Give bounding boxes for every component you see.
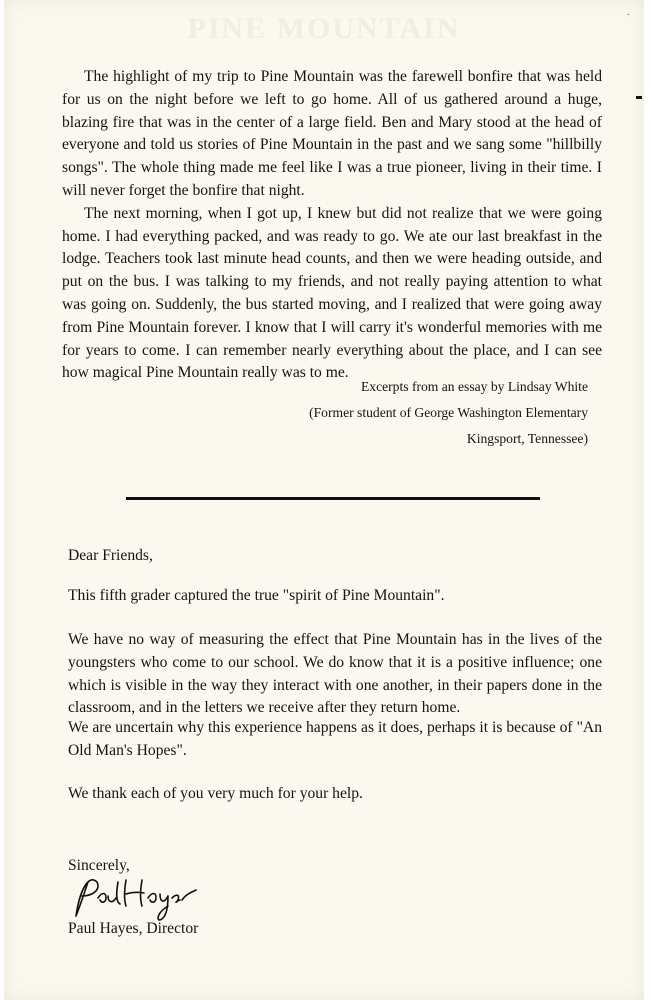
attribution-line-1: Excerpts from an essay by Lindsay White: [360, 379, 588, 394]
handwritten-signature: [68, 876, 198, 922]
letter-greeting: Dear Friends,: [68, 547, 153, 564]
edge-tick-mark: [636, 96, 642, 99]
letter-page: [4, 0, 644, 1000]
signer-name-title: Paul Hayes, Director: [68, 920, 199, 937]
letter-paragraph-3: We are uncertain why this experience happens as it does, perhaps it is because of "An Old Man's Hopes".: [68, 719, 602, 759]
attribution-line-3: Kingsport, Tennessee): [466, 431, 588, 446]
faded-header-watermark: PINE MOUNTAIN: [187, 12, 461, 45]
essay-paragraph-1: The highlight of my trip to Pine Mountain was the farewell bonfire that was held for us on the night before we left to go home. All of us gathered around a huge, blazing fire that was in the center of a large field. Ben and Mary stood at the head of everyone and told us stories of Pine Mountain in the past and we sang some "hillbilly songs". The whole thing made me feel like I was a true pioneer, living in their time. I will never forget the bonfire that night.: [62, 68, 602, 199]
corner-mark: ·: [626, 10, 630, 21]
letter-paragraph-2: We have no way of measuring the effect that Pine Mountain has in the lives of the youngsters who come to our school. We do know that it is a positive influence; one which is visible in the way they interact with one another, in their papers done in the classroom, and in the letters we receive after they return home.: [68, 631, 602, 717]
essay-paragraph-2: The next morning, when I got up, I knew but did not realize that we were going home. I had everything packed, and was ready to go. We ate our last breakfast in the lodge. Teachers took last minute head counts, and then we were heading outside, and put on the bus. I was talking to my friends, and not really paying attention to what was going on. Suddenly, the bus started moving, and I realized that were going away from Pine Mountain forever. I know that I will carry it's wonderful memories with me for years to come. I can remember nearly everything about the place, and I can see how magical Pine Mountain really was to me.: [62, 204, 602, 382]
section-divider: [126, 497, 540, 500]
letter-paragraph-1: This fifth grader captured the true "spirit of Pine Mountain".: [68, 587, 445, 604]
essay-excerpt: [62, 66, 602, 385]
letter-paragraph-4: We thank each of you very much for your help.: [68, 785, 363, 802]
letter-closing: Sincerely,: [68, 857, 130, 874]
attribution-line-2: (Former student of George Washington Elementary: [309, 405, 588, 420]
essay-attribution: [309, 374, 588, 452]
